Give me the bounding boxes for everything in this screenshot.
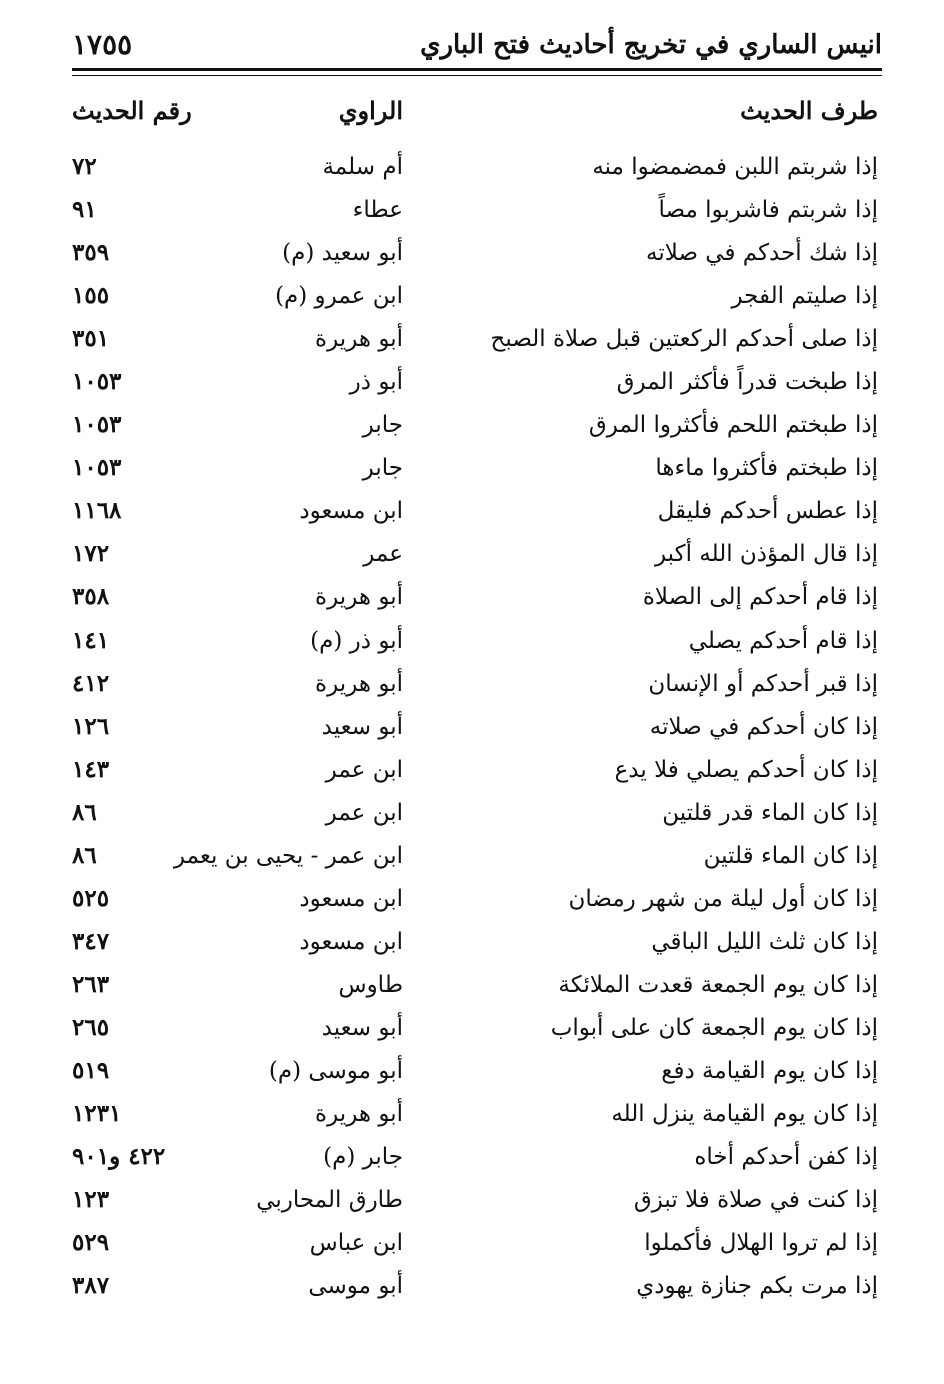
- narrator-cell: أبو هريرة: [315, 584, 403, 611]
- table-row: [0, 405, 944, 448]
- hadith-number-cell: ١٠٥٣: [72, 411, 122, 439]
- hadith-start-cell: إذا كان أحدكم في صلاته: [649, 713, 878, 740]
- hadith-start-cell: إذا كان أحدكم يصلي فلا يدع: [614, 756, 878, 783]
- hadith-start-cell: إذا قام أحدكم يصلي: [688, 627, 878, 654]
- index-table: [0, 147, 944, 1309]
- hadith-start-cell: إذا كنت في صلاة فلا تبزق: [633, 1187, 878, 1214]
- narrator-cell: جابر (م): [323, 1144, 403, 1171]
- hadith-start-cell: إذا صليتم الفجر: [731, 283, 878, 310]
- hadith-start-cell: إذا كان يوم القيامة دفع: [661, 1057, 878, 1084]
- table-row: [0, 491, 944, 534]
- hadith-number-cell: ١٥٥: [72, 282, 110, 310]
- hadith-start-cell: إذا شربتم اللبن فمضمضوا منه: [592, 154, 878, 180]
- narrator-cell: أبو ذر (م): [310, 627, 403, 654]
- narrator-cell: طارق المحاربي: [256, 1187, 403, 1214]
- table-row: [0, 836, 944, 879]
- page-number: ١٧٥٥: [72, 28, 133, 61]
- hadith-start-cell: إذا شك أحدكم في صلاته: [645, 240, 878, 267]
- hadith-start-cell: إذا كان يوم الجمعة قعدت الملائكة: [558, 971, 878, 998]
- narrator-cell: ابن عباس: [309, 1230, 403, 1257]
- hadith-start-cell: إذا كان يوم الجمعة كان على أبواب: [550, 1014, 878, 1041]
- narrator-cell: أبو هريرة: [315, 670, 403, 697]
- table-row: [0, 664, 944, 707]
- table-row: [0, 190, 944, 233]
- narrator-cell: أبو سعيد (م): [282, 240, 403, 267]
- hadith-number-cell: ٥٢٩: [72, 1229, 110, 1257]
- narrator-cell: ابن عمر: [325, 756, 403, 783]
- narrator-cell: طاوس: [338, 971, 403, 998]
- hadith-number-cell: ١٧٢: [72, 540, 110, 568]
- hadith-number-cell: ١٢٣١: [72, 1100, 122, 1128]
- hadith-start-cell: إذا طبخت قدراً فأكثر المرق: [616, 369, 878, 396]
- hadith-number-cell: ٣٨٧: [72, 1272, 110, 1300]
- hadith-number-cell: ٢٦٥: [72, 1013, 110, 1041]
- hadith-number-cell: ٣٥٨: [72, 583, 110, 611]
- hadith-number-cell: ١٢٦: [72, 712, 110, 740]
- narrator-cell: ابن عمر: [325, 799, 403, 826]
- table-row: [0, 534, 944, 577]
- narrator-cell: أبو ذر: [349, 369, 403, 396]
- hadith-number-cell: ١٠٥٣: [72, 368, 122, 396]
- table-row: [0, 879, 944, 922]
- table-row: [0, 276, 944, 319]
- hadith-number-cell: ١٤٣: [72, 755, 110, 783]
- table-row: [0, 362, 944, 405]
- table-row: [0, 1223, 944, 1266]
- table-row: [0, 1051, 944, 1094]
- hadith-start-cell: إذا صلى أحدكم الركعتين قبل صلاة الصبح: [490, 326, 878, 353]
- hadith-start-cell: إذا كفن أحدكم أخاه: [694, 1144, 878, 1171]
- hadith-number-cell: ٣٤٧: [72, 927, 110, 955]
- narrator-cell: أبو موسى (م): [268, 1057, 403, 1084]
- narrator-cell: أبو هريرة: [315, 1101, 403, 1128]
- table-row: [0, 922, 944, 965]
- table-row: [0, 621, 944, 664]
- table-row: [0, 965, 944, 1008]
- hadith-number-cell: ٨٦: [72, 841, 97, 869]
- table-row: [0, 147, 944, 190]
- table-row: [0, 233, 944, 276]
- table-row: [0, 1008, 944, 1051]
- table-row: [0, 319, 944, 362]
- hadith-number-cell: ٩١: [72, 196, 97, 224]
- narrator-cell: ابن مسعود: [299, 498, 403, 525]
- table-row: [0, 793, 944, 836]
- running-title: انيس الساري في تخريج أحاديث فتح الباري: [420, 30, 882, 60]
- table-row: [0, 577, 944, 620]
- hadith-number-cell: ٨٦: [72, 798, 97, 826]
- narrator-cell: ابن عمرو (م): [275, 283, 403, 310]
- table-row: [0, 1094, 944, 1137]
- hadith-number-cell: ٢٦٣: [72, 970, 110, 998]
- hadith-number-cell: ٤١٢: [72, 669, 110, 697]
- column-header-hadith-start: طرف الحديث: [740, 96, 878, 125]
- header-rule-thin: [72, 75, 882, 76]
- hadith-number-cell: ٣٥٩: [72, 239, 110, 267]
- hadith-start-cell: إذا كان ثلث الليل الباقي: [651, 928, 878, 955]
- hadith-start-cell: إذا كان أول ليلة من شهر رمضان: [568, 885, 878, 912]
- hadith-number-cell: ١٤١: [72, 626, 110, 654]
- hadith-number-cell: ١١٦٨: [72, 497, 122, 525]
- hadith-start-cell: إذا طبختم اللحم فأكثروا المرق: [588, 412, 878, 439]
- narrator-cell: أم سلمة: [322, 154, 403, 180]
- hadith-start-cell: إذا طبختم فأكثروا ماءها: [655, 455, 878, 482]
- narrator-cell: عمر: [363, 541, 403, 568]
- table-row: [0, 750, 944, 793]
- hadith-number-cell: ٥٢٥: [72, 884, 110, 912]
- narrator-cell: أبو سعيد: [321, 713, 403, 740]
- narrator-cell: ابن عمر - يحيى بن يعمر: [173, 842, 403, 869]
- hadith-start-cell: إذا عطس أحدكم فليقل: [657, 498, 878, 525]
- hadith-start-cell: إذا قام أحدكم إلى الصلاة: [642, 584, 878, 611]
- hadith-start-cell: إذا شربتم فاشربوا مصاً: [658, 197, 878, 224]
- narrator-cell: أبو موسى: [308, 1273, 403, 1300]
- hadith-start-cell: إذا كان الماء قدر قلتين: [662, 799, 878, 826]
- hadith-start-cell: إذا مرت بكم جنازة يهودي: [636, 1273, 878, 1300]
- hadith-number-cell: ٥١٩: [72, 1056, 110, 1084]
- narrator-cell: جابر: [362, 455, 403, 482]
- hadith-number-cell: ١٠٥٣: [72, 454, 122, 482]
- table-row: [0, 1137, 944, 1180]
- hadith-start-cell: إذا كان الماء قلتين: [703, 842, 878, 869]
- hadith-number-cell: ١٢٣: [72, 1186, 110, 1214]
- narrator-cell: أبو هريرة: [315, 326, 403, 353]
- hadith-number-cell: ٧٢: [72, 153, 97, 180]
- table-row: [0, 1180, 944, 1223]
- table-row: [0, 1266, 944, 1309]
- hadith-start-cell: إذا قبر أحدكم أو الإنسان: [648, 670, 878, 697]
- narrator-cell: ابن مسعود: [299, 928, 403, 955]
- column-header-narrator: الراوي: [338, 96, 403, 125]
- header-rule-thick: [72, 68, 882, 71]
- narrator-cell: أبو سعيد: [321, 1014, 403, 1041]
- table-row: [0, 707, 944, 750]
- hadith-number-cell: ٤٢٢ و٩٠١: [72, 1143, 166, 1171]
- column-header-hadith-number: رقم الحديث: [72, 96, 192, 125]
- hadith-number-cell: ٣٥١: [72, 325, 110, 353]
- hadith-start-cell: إذا كان يوم القيامة ينزل الله: [611, 1101, 878, 1128]
- narrator-cell: ابن مسعود: [299, 885, 403, 912]
- hadith-start-cell: إذا لم تروا الهلال فأكملوا: [644, 1230, 878, 1257]
- hadith-start-cell: إذا قال المؤذن الله أكبر: [654, 541, 878, 568]
- table-row: [0, 448, 944, 491]
- narrator-cell: عطاء: [352, 197, 403, 224]
- narrator-cell: جابر: [362, 412, 403, 439]
